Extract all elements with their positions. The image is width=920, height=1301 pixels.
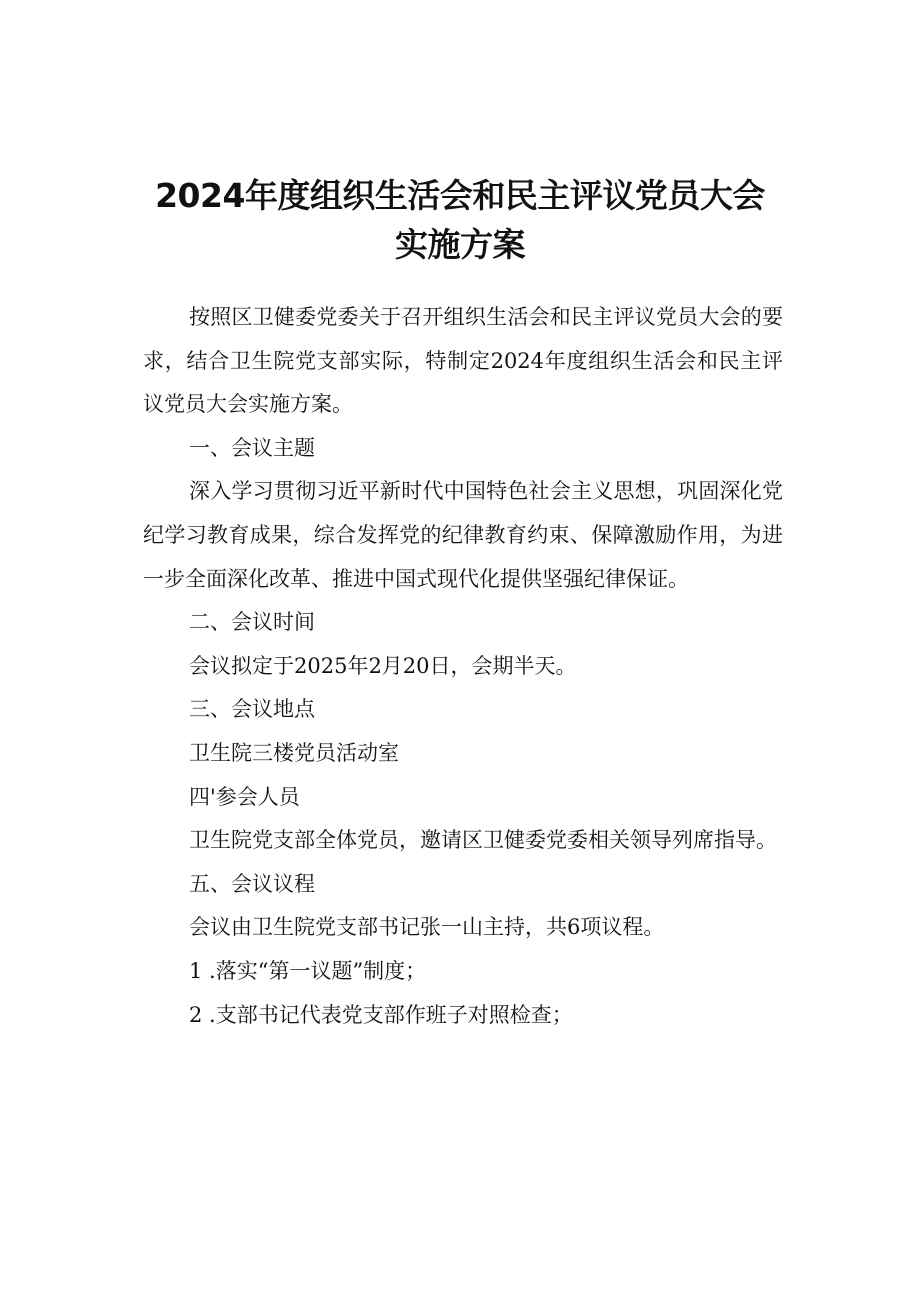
section-content-time: 会议拟定于2025年2月20日，会期半天。 [189,653,577,678]
intro-paragraph: 按照区卫健委党委关于召开组织生活会和民主评议党员大会的要求，结合卫生院党支部实际，特制定2024年度组织生活会和民主评议党员大会实施方案。 [143,305,783,417]
document-title-line-2: 实施方案 [395,225,525,264]
agenda-item-1: 1 .落实“第一议题”制度； [189,958,427,983]
section-content-attendees: 卫生院党支部全体党员，邀请区卫健委党委相关领导列席指导。 [189,828,777,853]
document-body [143,296,783,1037]
document-title-line-1: 2024年度组织生活会和民主评议党员大会 [155,176,765,215]
section-content-agenda: 会议由卫生院党支部书记张一山主持，共6项议程。 [189,915,665,940]
section-content-location: 卫生院三楼党员活动室 [189,740,399,765]
section-heading-theme: 一、会议主题 [189,435,315,460]
section-heading-time: 二、会议时间 [189,610,315,635]
section-content-theme: 深入学习贯彻习近平新时代中国特色社会主义思想，巩固深化党纪学习教育成果，综合发挥党的纪律教育约束、保障激励作用，为进一步全面深化改革、推进中国式现代化提供坚强纪律保证。 [143,479,783,591]
section-heading-location: 三、会议地点 [189,697,315,722]
section-heading-attendees: 四'参会人员 [189,784,300,809]
agenda-item-2: 2 .支部书记代表党支部作班子对照检查； [189,1002,573,1027]
section-heading-agenda: 五、会议议程 [189,871,315,896]
